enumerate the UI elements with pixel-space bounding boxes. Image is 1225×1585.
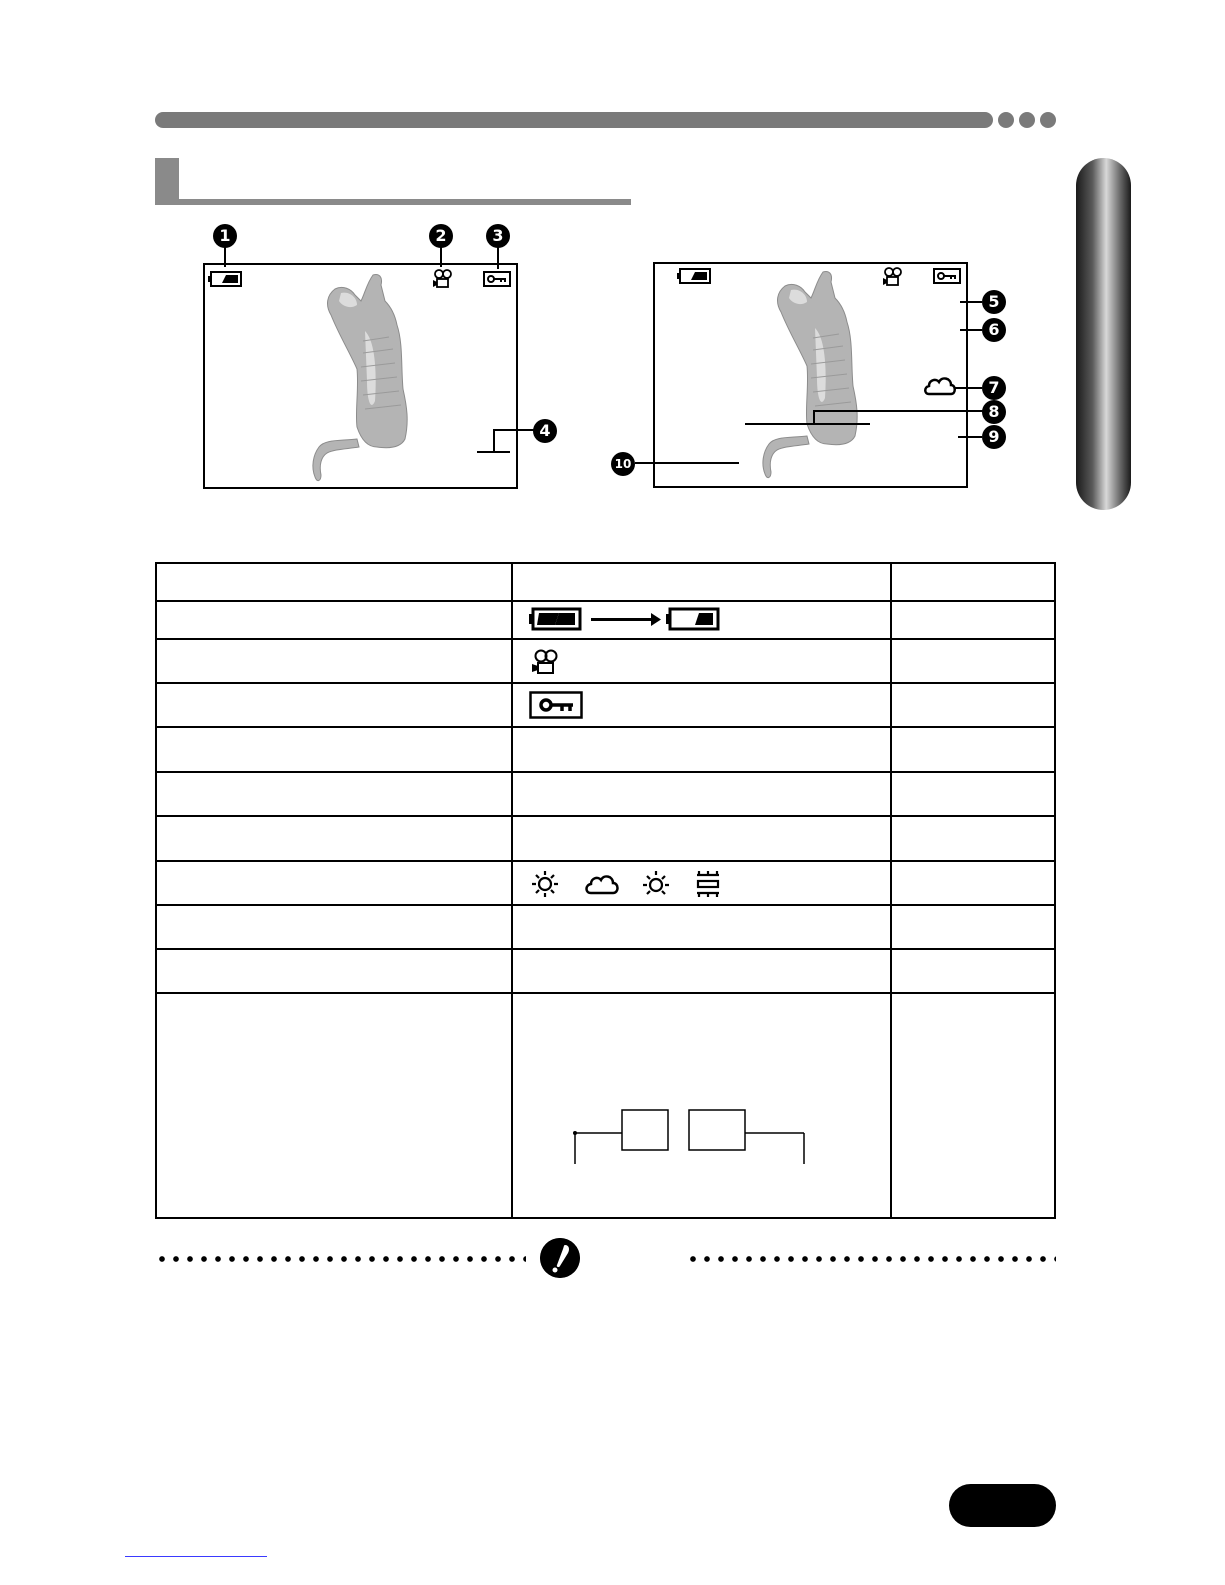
callout-leader bbox=[493, 429, 535, 431]
table-row-divider bbox=[157, 638, 1054, 640]
table-row-divider bbox=[157, 771, 1054, 773]
callout-number: 7 bbox=[982, 376, 1006, 400]
note-separator-left bbox=[155, 1256, 526, 1262]
note-separator-right bbox=[686, 1256, 1056, 1262]
callout-number: 8 bbox=[982, 400, 1006, 424]
footer-link[interactable] bbox=[125, 1556, 267, 1557]
callout-leader bbox=[958, 436, 982, 438]
protect-key-icon bbox=[483, 271, 511, 287]
table-row-divider bbox=[157, 904, 1054, 906]
callout-leader bbox=[955, 387, 982, 389]
cat-photo bbox=[305, 271, 420, 483]
battery-icon bbox=[529, 609, 580, 629]
battery-icon bbox=[208, 271, 242, 287]
playback-screen-detailed bbox=[653, 262, 968, 488]
frame-diagram bbox=[562, 1104, 812, 1174]
callout-number: 4 bbox=[533, 419, 557, 443]
table-row-divider bbox=[157, 992, 1054, 994]
tungsten-icon bbox=[643, 871, 669, 894]
battery-icon bbox=[677, 268, 711, 284]
arrow-right-icon bbox=[591, 613, 661, 626]
indicator-table bbox=[155, 562, 1056, 1219]
section-heading-marker bbox=[155, 158, 179, 203]
callout-leader bbox=[497, 247, 499, 269]
table-column-divider bbox=[890, 564, 892, 1217]
callout-number: 9 bbox=[982, 425, 1006, 449]
table-row-divider bbox=[157, 600, 1054, 602]
callout-number: 6 bbox=[982, 318, 1006, 342]
battery-low-icon bbox=[666, 609, 718, 629]
white-balance-icons bbox=[529, 869, 729, 899]
section-heading-rule bbox=[155, 199, 631, 205]
playback-screen-basic bbox=[203, 263, 518, 489]
banner-dot bbox=[1019, 112, 1035, 128]
callout-number: 3 bbox=[486, 224, 510, 248]
callout-number: 1 bbox=[213, 224, 237, 248]
callout-leader bbox=[745, 423, 870, 425]
battery-transition-graphic bbox=[529, 606, 729, 632]
movie-camera-icon bbox=[883, 267, 903, 287]
table-column-divider bbox=[511, 564, 513, 1217]
table-row-divider bbox=[157, 948, 1054, 950]
callout-leader bbox=[813, 410, 983, 412]
cloudy-icon bbox=[587, 876, 618, 893]
callout-leader bbox=[493, 429, 495, 452]
callout-number: 10 bbox=[611, 452, 635, 476]
top-banner-bar bbox=[155, 112, 993, 128]
cloudy-icon bbox=[923, 374, 957, 398]
callout-number: 2 bbox=[429, 224, 453, 248]
banner-dot bbox=[998, 112, 1014, 128]
movie-camera-icon bbox=[532, 649, 562, 675]
callout-leader bbox=[224, 247, 226, 267]
movie-camera-icon bbox=[433, 269, 453, 289]
callout-leader bbox=[440, 247, 442, 267]
callout-number: 5 bbox=[982, 290, 1006, 314]
cat-photo bbox=[755, 268, 870, 480]
protect-key-icon bbox=[529, 691, 585, 721]
banner-dot bbox=[1040, 112, 1056, 128]
table-row-divider bbox=[157, 726, 1054, 728]
page-number-badge bbox=[949, 1484, 1056, 1527]
sunny-icon bbox=[532, 871, 558, 897]
callout-leader bbox=[813, 410, 815, 424]
callout-leader bbox=[477, 451, 510, 453]
callout-leader bbox=[960, 329, 982, 331]
note-icon bbox=[540, 1238, 580, 1278]
callout-leader bbox=[960, 301, 982, 303]
callout-leader bbox=[635, 462, 739, 464]
protect-key-icon bbox=[933, 268, 961, 284]
table-row-divider bbox=[157, 682, 1054, 684]
chapter-side-tab bbox=[1076, 158, 1131, 510]
fluorescent-icon bbox=[697, 871, 719, 897]
table-row-divider bbox=[157, 860, 1054, 862]
table-row-divider bbox=[157, 815, 1054, 817]
